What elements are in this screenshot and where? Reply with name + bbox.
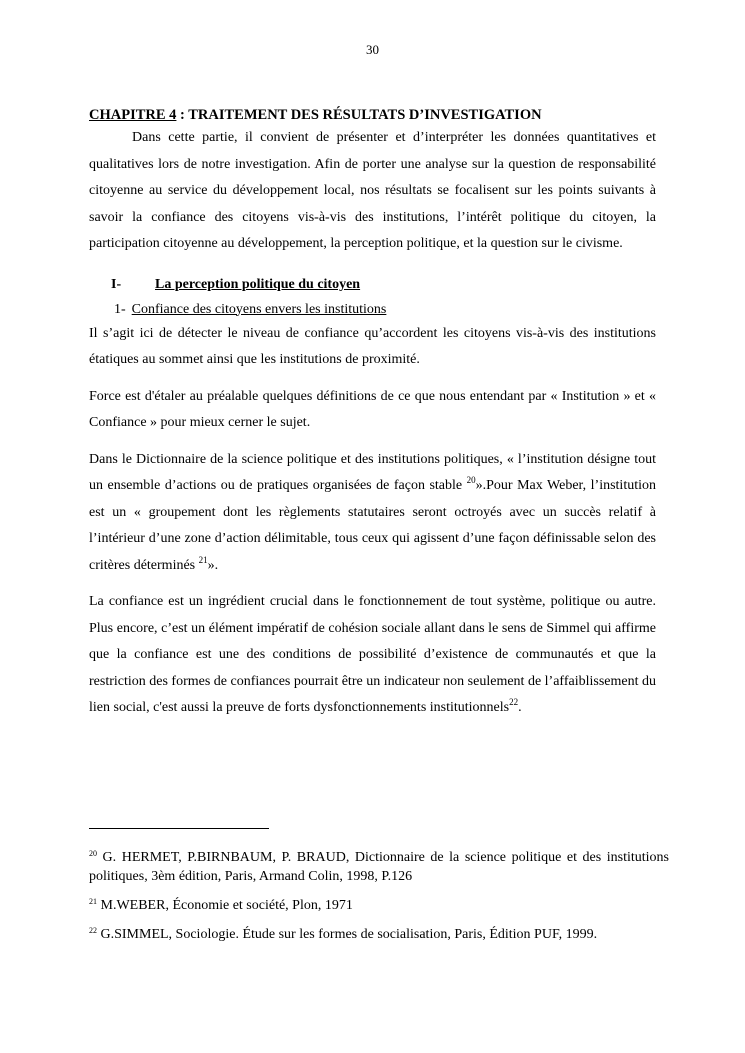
footnote-item [89, 896, 669, 915]
section-heading [89, 274, 656, 296]
paragraph-institution-part2: ».Pour Max Weber, l’institution est un « groupement dont les règlements statutaires seront octroyés avec un succès relatif à l’intérieur d’une zone d’action délimitable, tous ceux qui agissent d’une façon définissable selon des critères déterminés [89, 478, 656, 573]
chapter-heading [89, 105, 656, 125]
paragraph-confiance [89, 589, 656, 722]
footnote-item [89, 925, 669, 944]
paragraph-confiance-end: . [518, 700, 522, 715]
paragraph-institution [89, 447, 656, 580]
intro-paragraph: Dans cette partie, il convient de présenter et d’interpréter les données quantitatives et qualitatives lors de notre investigation. Afin de porter une analyse sur la question de responsabilité citoyenne au service du développement local, nos résultats se focalisent sur les points suivants à savoir la confiance des citoyens vis-à-vis des institutions, l’intérêt politique du citoyen, la participation citoyenne au développement, la perception politique, et la question sur le civisme. [89, 130, 656, 251]
paragraph-detect: Il s’agit ici de détecter le niveau de confiance qu’accordent les citoyens vis-à-vis des institutions étatiques au sommet ainsi que les institutions de proximité. [89, 325, 656, 367]
section-number: I- [111, 276, 122, 292]
footnote-text: G. HERMET, P.BIRNBAUM, P. BRAUD, Dictionnaire de la science politique et des institutions politiques, 3èm édition, Paris, Armand Colin, 1998, P.126 [89, 850, 669, 884]
chapter-label: CHAPITRE 4 [89, 107, 177, 123]
footnote-number: 22 [89, 926, 97, 935]
paragraph-confiance-text: La confiance est un ingrédient crucial dans le fonctionnement de tout système, politique ou autre. Plus encore, c’est un élément impératif de cohésion sociale allant dans le sens de Simmel qui affirme que la confiance est une des conditions de possibilité d’existence de communautés et que la restriction des formes de confiances pourrait être un indicateur non seulement de l’affaiblissement du lien social, c'est aussi la preuve de forts dysfonctionnements institutionnels [89, 594, 656, 715]
footnote-text: M.WEBER, Économie et société, Plon, 1971 [97, 898, 353, 913]
footnote-text: G.SIMMEL, Sociologie. Étude sur les formes de socialisation, Paris, Édition PUF, 1999. [97, 927, 598, 942]
footnote-ref-22[interactable]: 22 [509, 697, 519, 707]
paragraph-definitions: Force est d'étaler au préalable quelques définitions de ce que nous entendant par « Institution » et « Confiance » pour mieux cerner le sujet. [89, 388, 656, 430]
page-body [89, 105, 656, 722]
footnote-number: 21 [89, 897, 97, 906]
chapter-title: : TRAITEMENT DES RÉSULTATS D’INVESTIGATION [176, 107, 542, 123]
paragraph-institution-part1: Dans le Dictionnaire de la science politique et des institutions politiques, « l’institution désigne tout un ensemble d’actions ou de pratiques organisées de façon stable [89, 451, 656, 493]
footnote-number: 20 [89, 849, 97, 858]
section-title: La perception politique du citoyen [155, 276, 361, 292]
paragraph-institution-part3: ». [207, 557, 219, 573]
subsection-title: Confiance des citoyens envers les institutions [131, 301, 387, 317]
footnote-item [89, 848, 669, 886]
footnote-ref-20[interactable]: 20 [466, 475, 476, 485]
subsection-heading [114, 299, 656, 321]
footnotes [89, 848, 669, 954]
subsection-number: 1- [114, 301, 126, 317]
footnote-ref-21[interactable]: 21 [198, 554, 208, 565]
page-number: 30 [366, 42, 379, 57]
footnote-separator [89, 828, 269, 829]
